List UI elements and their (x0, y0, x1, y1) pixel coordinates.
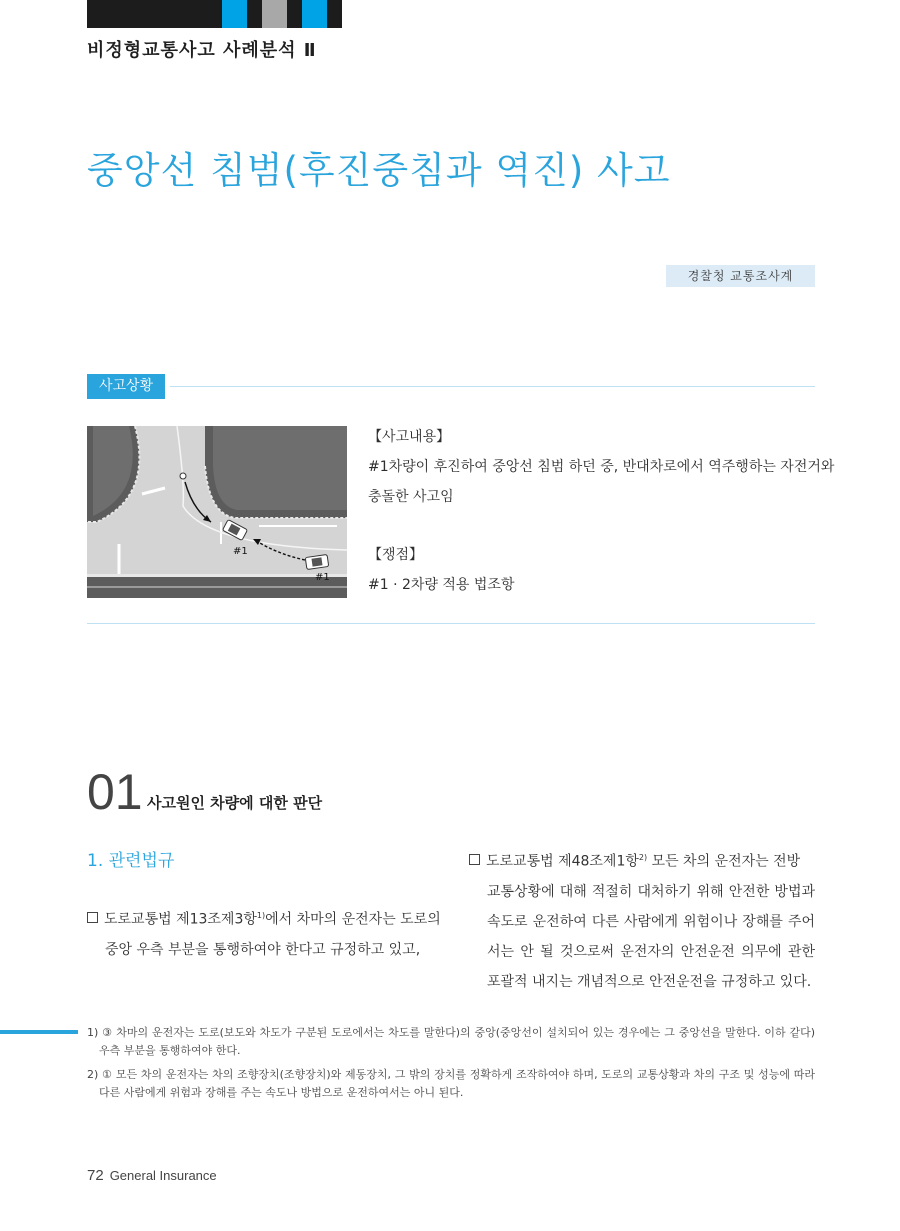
footnotes (87, 1024, 815, 1108)
issue-heading: 【쟁점】 (368, 547, 424, 563)
vehicle-label: #1 (233, 546, 248, 557)
incident-info (368, 422, 835, 600)
scene-svg (87, 426, 347, 598)
left-paragraph (87, 901, 441, 965)
issue-text: #1 · 2차량 적용 법조항 (368, 577, 515, 593)
footnote-ref: 2) (638, 853, 648, 862)
section-divider (170, 386, 815, 387)
para-text: 에서 차마의 운전자는 도로의 (265, 911, 441, 928)
section-divider (87, 623, 815, 624)
header-block (247, 0, 262, 28)
accident-scene-diagram (87, 426, 347, 598)
para-text: 모든 차의 운전자는 전방 (647, 853, 801, 870)
content-line: #1차량이 후진하여 중앙선 침범 하던 중, 반대차로에서 역주행하는 자전거와 (368, 459, 835, 475)
footnote: 1) ③ 차마의 운전자는 도로(보도와 차도가 구분된 도로에서는 차도를 말한다)의 중앙(중앙선이 설치되어 있는 경우에는 그 중앙선을 말한다. 이하 같다) 우측 부분을 통행하여야 한다. (87, 1026, 815, 1057)
footnote-ref: 1) (256, 911, 266, 920)
header-block (222, 0, 247, 28)
footnote-accent-bar (0, 1030, 78, 1034)
para-text: 도로교통법 제13조제3항 (104, 911, 257, 928)
header-block (287, 0, 302, 28)
page-number: 72 (87, 1167, 104, 1184)
chapter-title: 사고원인 차량에 대한 판단 (147, 794, 323, 812)
series-title: 비정형교통사고 사례분석 Ⅱ (87, 40, 317, 61)
page-footer (87, 1167, 217, 1184)
footnote: 2) ① 모든 차의 운전자는 차의 조향장치(조향장치)와 제동장치, 그 밖의 장치를 정확하게 조작하여야 하며, 도로의 교통상황과 차의 구조 및 성능에 따라 다른 사람에게 위험과 장해를 주는 속도나 방법으로 운전하여서는 아니 된다. (87, 1068, 815, 1099)
header-block (302, 0, 327, 28)
para-text: 중앙 우측 부분을 통행하여야 한다고 규정하고 있고, (105, 941, 421, 958)
publication-name: General Insurance (109, 1168, 217, 1183)
header-block (87, 0, 222, 28)
content-heading: 【사고내용】 (368, 429, 451, 445)
checkbox-bullet-icon (469, 854, 480, 865)
vehicle-label: #1 (315, 572, 330, 583)
subheading: 1. 관련법규 (87, 851, 175, 871)
header-block (262, 0, 287, 28)
article-title: 중앙선 침범(후진중침과 역진) 사고 (87, 149, 671, 192)
para-text: 도로교통법 제48조제1항 (486, 853, 639, 870)
para-text: 교통상황에 대해 적절히 대처하기 위해 안전한 방법과 속도로 운전하여 다른 사람에게 위험이나 장해를 주어서는 안 될 것으로써 운전자의 안전운전 의무에 관한 포괄적 내지는 개념적으로 안전운전을 규정하고 있다. (487, 883, 815, 990)
header-block (327, 0, 342, 28)
right-paragraph (469, 843, 815, 997)
content-line: 충돌한 사고임 (368, 489, 454, 505)
header-color-bar (87, 0, 342, 28)
source-badge: 경찰청 교통조사계 (666, 265, 815, 287)
checkbox-bullet-icon (87, 912, 98, 923)
chapter-number: 01 (87, 764, 143, 820)
section-tab-incident: 사고상황 (87, 374, 165, 399)
